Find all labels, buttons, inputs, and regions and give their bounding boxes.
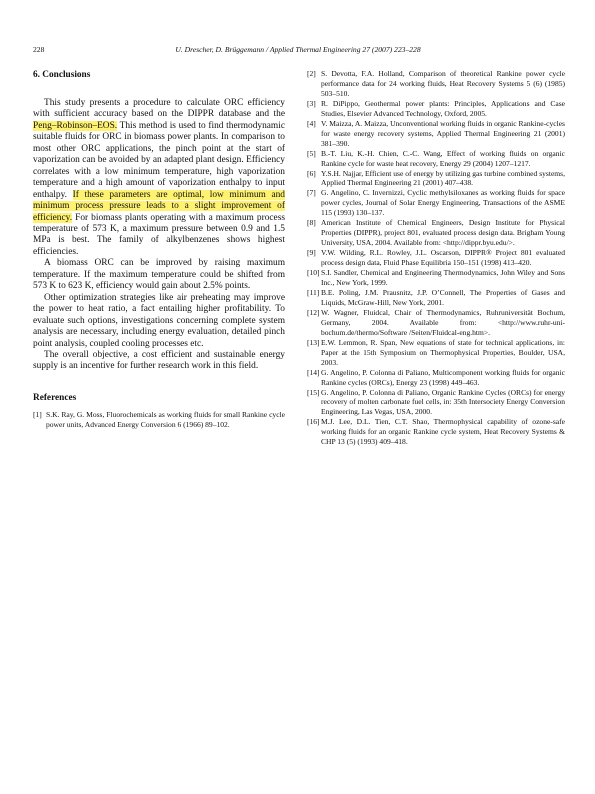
reference-item: [13] E.W. Lemmon, R. Span, New equations of state for technical applications, in: Paper at the 15th Symposium on Thermophysical Properties, Boulder, USA, 2003. — [307, 337, 565, 367]
page-header — [33, 45, 563, 57]
page-number: 228 — [33, 45, 45, 54]
reference-item: [12] W. Wagner, Fluidcal, Chair of Thermodynamics, Ruhruniversität Bochum, Germany, 2004. Available from: <http://www.ruhr-uni-bochum.de/thermo/Software /Seiten/Fluidcal-eng.htm>. — [307, 307, 565, 337]
reference-item: [8] American Institute of Chemical Engineers, Design Institute for Physical Properties (DIPPR), project 801, evaluated process design data. Brigham Young University, USA, 2004. Available from: <http://dippr.byu.edu/>. — [307, 218, 565, 248]
right-column — [307, 69, 565, 447]
reference-item: [10] S.I. Sandler, Chemical and Engineering Thermodynamics, John Wiley and Sons Inc., New York, 1999. — [307, 268, 565, 288]
highlight-optimal-parameters: If these parameters are optimal, low minimum and minimum process pressure leads to a slight improvement of efficiency. — [33, 189, 285, 223]
reference-item: [15] G. Angelino, P. Colonna di Paliano, Organic Rankine Cycles (ORCs) for energy recovery of molten carbonate fuel cells, in: 35th Intersociety Energy Conversion Engineering, Las Vegas, USA, 2000. — [307, 387, 565, 417]
reference-item: [2] S. Devotta, F.A. Holland, Comparison of theoretical Rankine power cycle performance data for 24 working fluids, Heat Recovery Systems 5 (6) (1985) 503–510. — [307, 69, 565, 98]
section-heading: 6. Conclusions — [33, 70, 91, 80]
left-column — [33, 69, 285, 430]
reference-item: [11] B.E. Poling, J.M. Prausnitz, J.P. O’Connell, The Properties of Gases and Liquids, McGraw-Hill, New York, 2001. — [307, 287, 565, 307]
highlight-peng-robinson: Peng–Robinson–EOS. — [33, 120, 118, 131]
running-title: U. Drescher, D. Brüggemann / Applied Thermal Engineering 27 (2007) 223–228 — [175, 45, 421, 54]
reference-item: [1] S.K. Ray, G. Moss, Fluorochemicals as working fluids for small Rankine cycle power units, Advanced Energy Conversion 6 (1966) 89–102. — [33, 409, 285, 429]
conclusions-paragraph-4: The overall objective, a cost efficient and sustainable energy supply is an incentive for further research work in this field. — [33, 349, 285, 372]
reference-item: [5] B.-T. Liu, K.-H. Chien, C.-C. Wang, Effect of working fluids on organic Rankine cycle for waste heat recovery, Energy 29 (2004) 1207–1217. — [307, 148, 565, 168]
reference-item: [4] V. Maizza, A. Maizza, Unconventional working fluids in organic Rankine-cycles for waste energy recovery systems, Applied Thermal Engineering 21 (2001) 381–390. — [307, 118, 565, 148]
reference-list-right — [307, 69, 565, 447]
references-heading: References — [33, 392, 77, 403]
reference-item: [6] Y.S.H. Najjar, Efficient use of energy by utilizing gas turbine combined systems, Applied Thermal Engineering 21 (2001) 407–438. — [307, 168, 565, 188]
reference-list-left — [33, 410, 285, 430]
reference-item: [14] G. Angelino, P. Colonna di Paliano, Multicomponent working fluids for organic Rankine cycles (ORCs), Energy 23 (1998) 449–463. — [307, 367, 565, 387]
conclusions-paragraph-2: A biomass ORC can be improved by raising maximum temperature. If the maximum temperature could be shifted from 573 K to 623 K, efficiency would gain about 2.5% points. — [33, 258, 285, 292]
reference-item: [3] R. DiPippo, Geothermal power plants: Principles, Applications and Case Studies, Elsevier Advanced Technology, Oxford, 2005. — [307, 98, 565, 118]
conclusions-paragraph-3: Other optimization strategies like air preheating may improve the power to heat ratio, a fact entailing higher profitability. To evaluate such options, investigations concerning complete system analysis are necessary, including energy evaluation, detailed pinch point analysis, coupled cooling processes etc. — [33, 292, 285, 349]
reference-item: [16] M.J. Lee, D.L. Tien, C.T. Shao, Thermophysical capability of ozone-safe working fluids for an organic Rankine cycle system, Heat Recovery Systems & CHP 13 (5) (1993) 409–418. — [307, 417, 565, 447]
reference-item: [9] V.W. Wilding, R.L. Rowley, J.L. Oscarson, DIPPR® Project 801 evaluated process design data, Fluid Phase Equilibria 150–151 (1998) 413–420. — [307, 248, 565, 268]
conclusions-paragraph-1: This study presents a procedure to calculate ORC efficiency with sufficient accuracy based on the DIPPR database and the Peng–Robinson–EOS. This method is used to find thermodynamic suitable fluids for ORC in biomass power plants. In comparison to most other ORC applications, the pinch point at the start of vaporization can be avoided by an adapted plant design. Efficiency correlates with a low minimum temperature, high vaporization temperature and a high amount of vaporization enthalpy to input enthalpy. If these parameters are optimal, low minimum and minimum process pressure leads to a slight improvement of efficiency. For biomass plants operating with a maximum process temperature of 573 K, a maximum pressure between 0.9 and 1.5 MPa is best. The family of alkylbenzenes shows highest efficiencies. — [33, 98, 285, 257]
reference-item: [7] G. Angelino, C. Invernizzi, Cyclic methylsiloxanes as working fluids for space power cycles, Journal of Solar Energy Engineering, Transactions of the ASME 115 (1993) 130–137. — [307, 188, 565, 218]
